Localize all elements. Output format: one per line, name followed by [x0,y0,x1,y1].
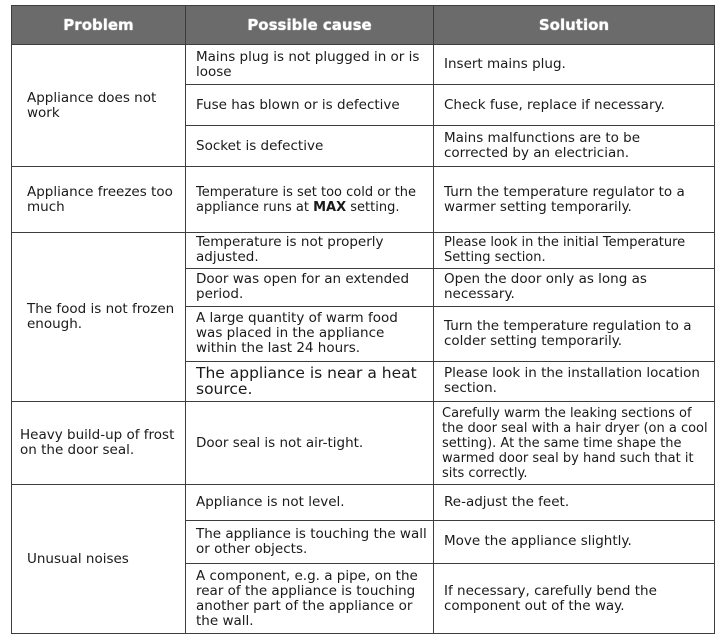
solution-cell: Re-adjust the feet. [434,485,715,520]
solution-cell: Please look in the installation location section. [434,361,715,401]
solution-cell: Mains malfunctions are to be corrected by an electrician. [434,125,715,166]
problem-cell: Appliance does not work [12,45,186,167]
cause-cell: Door was open for an extended period. [186,268,434,306]
header-cause: Possible cause [186,6,434,45]
cause-cell: A component, e.g. a pipe, on the rear of the appliance is touching another part of the appliance or the wall. [186,564,434,634]
table-row [12,45,715,85]
solution-cell: Carefully warm the leaking sections of the door seal with a hair dryer (on a cool setting). At the same time shape the warmed door seal by hand such that it sits correctly. [434,402,715,485]
table-row [12,167,715,233]
table-row [12,402,715,485]
cause-cell [186,167,434,233]
cause-cell: Door seal is not air-tight. [186,402,434,485]
header-solution: Solution [434,6,715,45]
table-row [12,485,715,520]
cause-cell: A large quantity of warm food was placed in the appliance within the last 24 hours. [186,307,434,362]
solution-cell: Check fuse, replace if necessary. [434,85,715,125]
solution-cell: If necessary, carefully bend the component out of the way. [434,564,715,634]
table-row [12,233,715,268]
solution-cell: Open the door only as long as necessary. [434,268,715,306]
cause-cell: Temperature is not properly adjusted. [186,233,434,268]
cause-text: Temperature is set too cold or the appliance runs at [196,184,416,215]
cause-text: setting. [346,199,400,215]
problem-cell: Appliance freezes too much [12,167,186,233]
solution-cell: Please look in the initial Temperature Setting section. [434,233,715,268]
solution-cell: Turn the temperature regulator to a warmer setting temporarily. [434,167,715,233]
cause-cell: Appliance is not level. [186,485,434,520]
max-setting-label: MAX [313,199,347,215]
problem-cell: Unusual noises [12,485,186,634]
solution-cell: Insert mains plug. [434,45,715,85]
problem-cell: The food is not frozen enough. [12,233,186,402]
troubleshooting-table [11,5,715,634]
cause-cell: The appliance is near a heat source. [186,361,434,401]
solution-cell: Turn the temperature regulation to a colder setting temporarily. [434,307,715,362]
cause-cell: The appliance is touching the wall or other objects. [186,520,434,564]
solution-cell: Move the appliance slightly. [434,520,715,564]
header-row [12,6,715,45]
cause-cell: Mains plug is not plugged in or is loose [186,45,434,85]
cause-cell: Fuse has blown or is defective [186,85,434,125]
cause-cell: Socket is defective [186,125,434,166]
header-problem: Problem [12,6,186,45]
problem-cell: Heavy build-up of frost on the door seal. [12,402,186,485]
